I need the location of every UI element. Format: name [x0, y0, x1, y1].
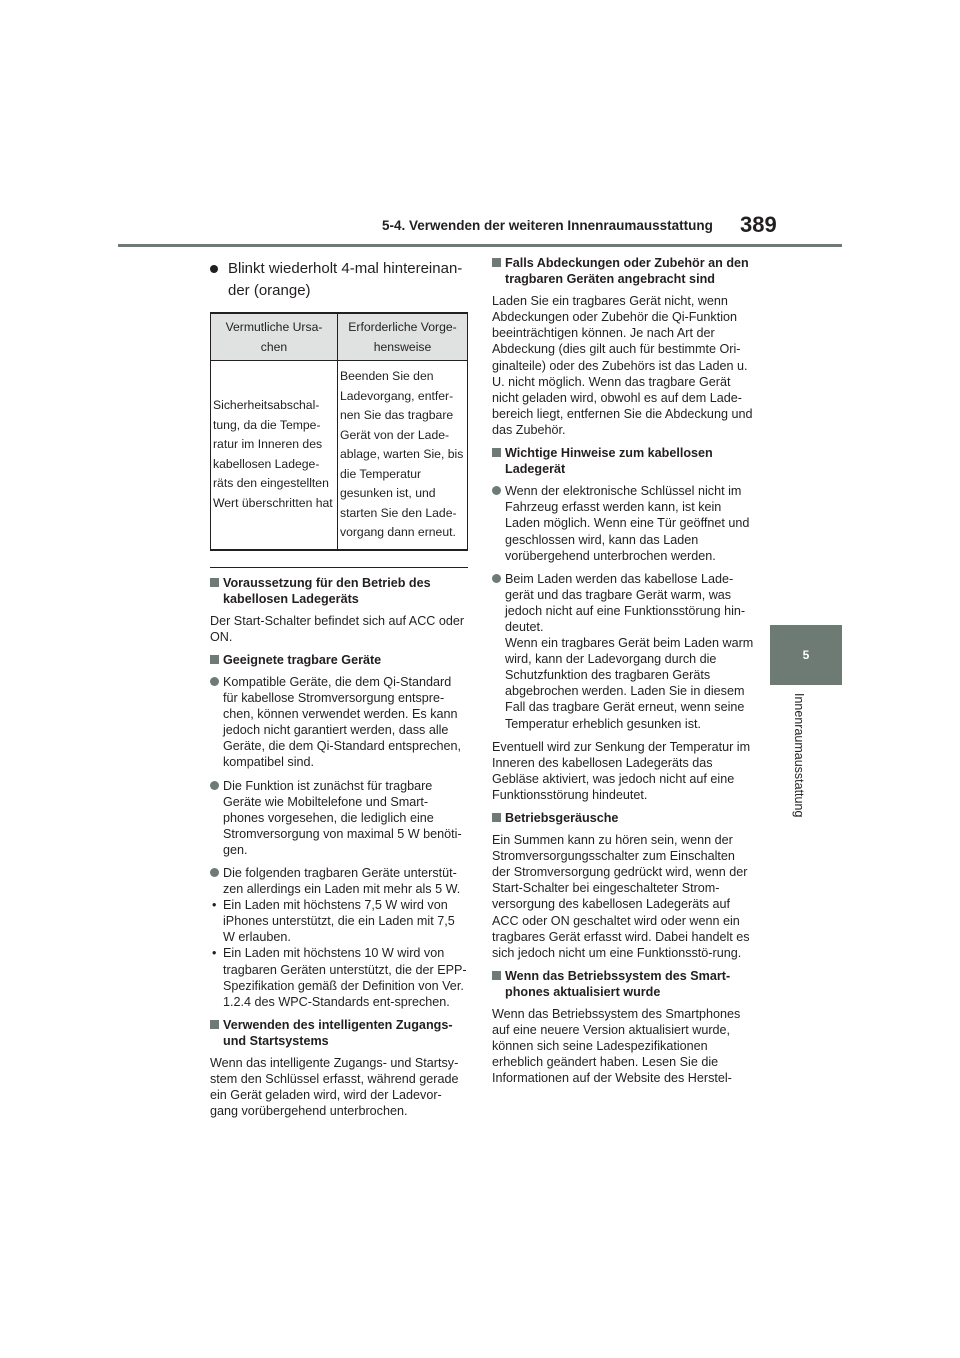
sub-bullet-marker: • — [212, 946, 217, 961]
square-bullet-icon — [210, 1020, 219, 1029]
heading-text: Betriebsgeräusche — [505, 811, 619, 825]
list-item-text: Die folgenden tragbaren Geräte unterstüt-zen allerdings ein Laden mit mehr als 5 W. — [223, 866, 461, 897]
paragraph: Eventuell wird zur Senkung der Temperatur im Inneren des kabellosen Ladegeräts das Gebläse aktiviert, was jedoch nicht auf eine Funktionsstörung hindeutet. — [492, 739, 751, 802]
sub-bullet-marker: • — [212, 898, 217, 913]
table-cell-action: Beenden Sie den Ladevorgang, entfer-nen Sie das tragbare Gerät von der Lade-ablage, warten Sie, bis die Temperatur gesunken ist, und starten Sie den Lade-vorgang dann erneut. — [338, 361, 468, 550]
table-header-cause: Vermutliche Ursa-chen — [211, 313, 338, 361]
left-column — [210, 258, 468, 1126]
list-item-text-continued: Wenn ein tragbares Gerät beim Laden warm wird, kann der Ladevorgang durch die Schutzfunktion des tragbaren Geräts abgebrochen werden. Laden Sie in diesem Fall das tragbare Gerät erneut, wenn seine Temperatur erheblich gesunken ist. — [505, 636, 754, 731]
square-bullet-icon — [492, 813, 501, 822]
list-item — [210, 865, 468, 897]
round-bullet-icon — [210, 868, 219, 877]
page-number: 389 — [740, 212, 777, 237]
heading-compatible-devices — [210, 652, 468, 668]
list-item-text: Kompatible Geräte, die dem Qi-Standard für kabellose Stromversorgung entspre-chen, können verwendet werden. Es kann jedoch nicht garantiert werden, dass alle Geräte, die dem Qi-Standard entsprechen, kompatibel sind. — [223, 674, 462, 770]
list-item — [210, 778, 468, 858]
list-item-text: Wenn der elektronische Schlüssel nicht im Fahrzeug erfasst werden kann, ist kein Laden möglich. Wenn eine Tür geöffnet und geschlossen wird, kann das Laden vorübergehend unterbrochen werden. — [505, 484, 750, 563]
list-item-text: Beim Laden werden das kabellose Lade-gerät und das tragbare Gerät warm, was jedoch nicht auf eine Funktionsstörung hin-deutet. — [505, 571, 746, 634]
paragraph: Der Start-Schalter befindet sich auf ACC oder ON. — [210, 613, 465, 644]
list-item — [492, 571, 754, 732]
list-item-text: Die Funktion ist zunächst für tragbare Geräte wie Mobiltelefone und Smart-phones vorgesehen, die lediglich eine Stromversorgung von maximal 5 W benöti-gen. — [223, 778, 462, 857]
square-bullet-icon — [492, 971, 501, 980]
chapter-tab: 5 — [770, 625, 842, 685]
paragraph: Wenn das intelligente Zugangs- und Startsy-stem den Schlüssel erfasst, während gerade ein Gerät geladen wird, wird der Ladevor-gang vorübergehend unterbrochen. — [210, 1056, 459, 1119]
heading-prerequisite — [210, 575, 468, 607]
square-bullet-icon — [210, 578, 219, 587]
sub-list-item-text: Ein Laden mit höchstens 7,5 W wird von iPhones unterstützt, die ein Laden mit 7,5 W erlauben. — [223, 898, 455, 945]
heading-text: Voraussetzung für den Betrieb des kabellosen Ladegeräts — [223, 575, 431, 606]
section-title: 5-4. Verwenden der weiteren Innenraumausstattung — [382, 218, 713, 233]
status-bullet — [210, 258, 468, 302]
square-bullet-icon — [492, 258, 501, 267]
status-bullet-text: Blinkt wiederholt 4-mal hintereinan-der (orange) — [228, 260, 463, 299]
sub-list-item — [210, 945, 468, 1009]
table-cell-cause: Sicherheitsabschal-tung, da die Tempe-ratur im Inneren des kabellosen Ladege-räts den eingestellten Wert überschritten hat — [211, 361, 338, 550]
square-bullet-icon — [492, 448, 501, 457]
heading-os-update — [492, 968, 754, 1000]
sub-list-item-text: Ein Laden mit höchstens 10 W wird von tragbaren Geräten unterstützt, die der EPP-Spezifikation gemäß der Definition von Ver. 1.2.4 des WPC-Standards ent-sprechen. — [223, 946, 467, 1009]
sub-list-item — [210, 897, 468, 945]
heading-text: Wenn das Betriebssystem des Smart-phones aktualisiert wurde — [505, 968, 731, 999]
paragraph: Laden Sie ein tragbares Gerät nicht, wenn Abdeckungen oder Zubehör die Qi-Funktion beeinträchtigen können. Je nach Art der Abdeckung (dies gilt auch für bestimmte Ori-ginalteile) oder des Zubehörs ist das Laden u. U. nicht möglich. Wenn das tragbare Gerät nicht geladen wird, obwohl es auf dem Lade-bereich liegt, entfernen Sie die Abdeckung und das Zubehör. — [492, 294, 753, 437]
chapter-label: Innenraumausstattung — [792, 693, 806, 818]
paragraph: Wenn das Betriebssystem des Smartphones auf eine neuere Version aktualisiert wurde, können sich seine Ladespezifikationen erheblich geändert haben. Lesen Sie die Informationen auf der Website des Herstel- — [492, 1007, 741, 1086]
cause-table — [210, 312, 468, 551]
header-rule — [118, 244, 842, 247]
heading-text: Wichtige Hinweise zum kabellosen Ladegerät — [505, 446, 713, 477]
round-bullet-icon — [492, 574, 501, 583]
list-item — [210, 674, 468, 771]
list-item — [492, 483, 754, 563]
table-row — [211, 361, 468, 550]
table-header-action: Erforderliche Vorge-hensweise — [338, 313, 468, 361]
paragraph: Ein Summen kann zu hören sein, wenn der Stromversorgungsschalter zum Einschalten der Stromversorgung gedrückt wird, wenn der Start-Schalter bei eingeschalteter Strom-versorgung des kabellosen Ladegeräts auf ACC oder ON geschaltet wird oder wenn ein tragbares Gerät erfasst wird. Dabei handelt es sich jedoch nicht um eine Funktionsstö-rung. — [492, 833, 750, 960]
heading-text: Geeignete tragbare Geräte — [223, 652, 382, 667]
heading-covers-accessories — [492, 255, 754, 287]
round-bullet-icon — [210, 677, 219, 686]
heading-text: Falls Abdeckungen oder Zubehör an den tragbaren Geräten angebracht sind — [505, 256, 749, 287]
square-bullet-icon — [210, 655, 219, 664]
right-column — [492, 255, 754, 1094]
table-header-row — [211, 313, 468, 361]
round-bullet-icon — [492, 486, 501, 495]
section-divider — [210, 567, 468, 568]
heading-smart-entry — [210, 1017, 468, 1049]
heading-important-notes — [492, 445, 754, 477]
bullet-dot-icon — [210, 265, 218, 273]
round-bullet-icon — [210, 781, 219, 790]
heading-text: Verwenden des intelligenten Zugangs- und Startsystems — [223, 1017, 453, 1048]
heading-noises — [492, 810, 754, 826]
